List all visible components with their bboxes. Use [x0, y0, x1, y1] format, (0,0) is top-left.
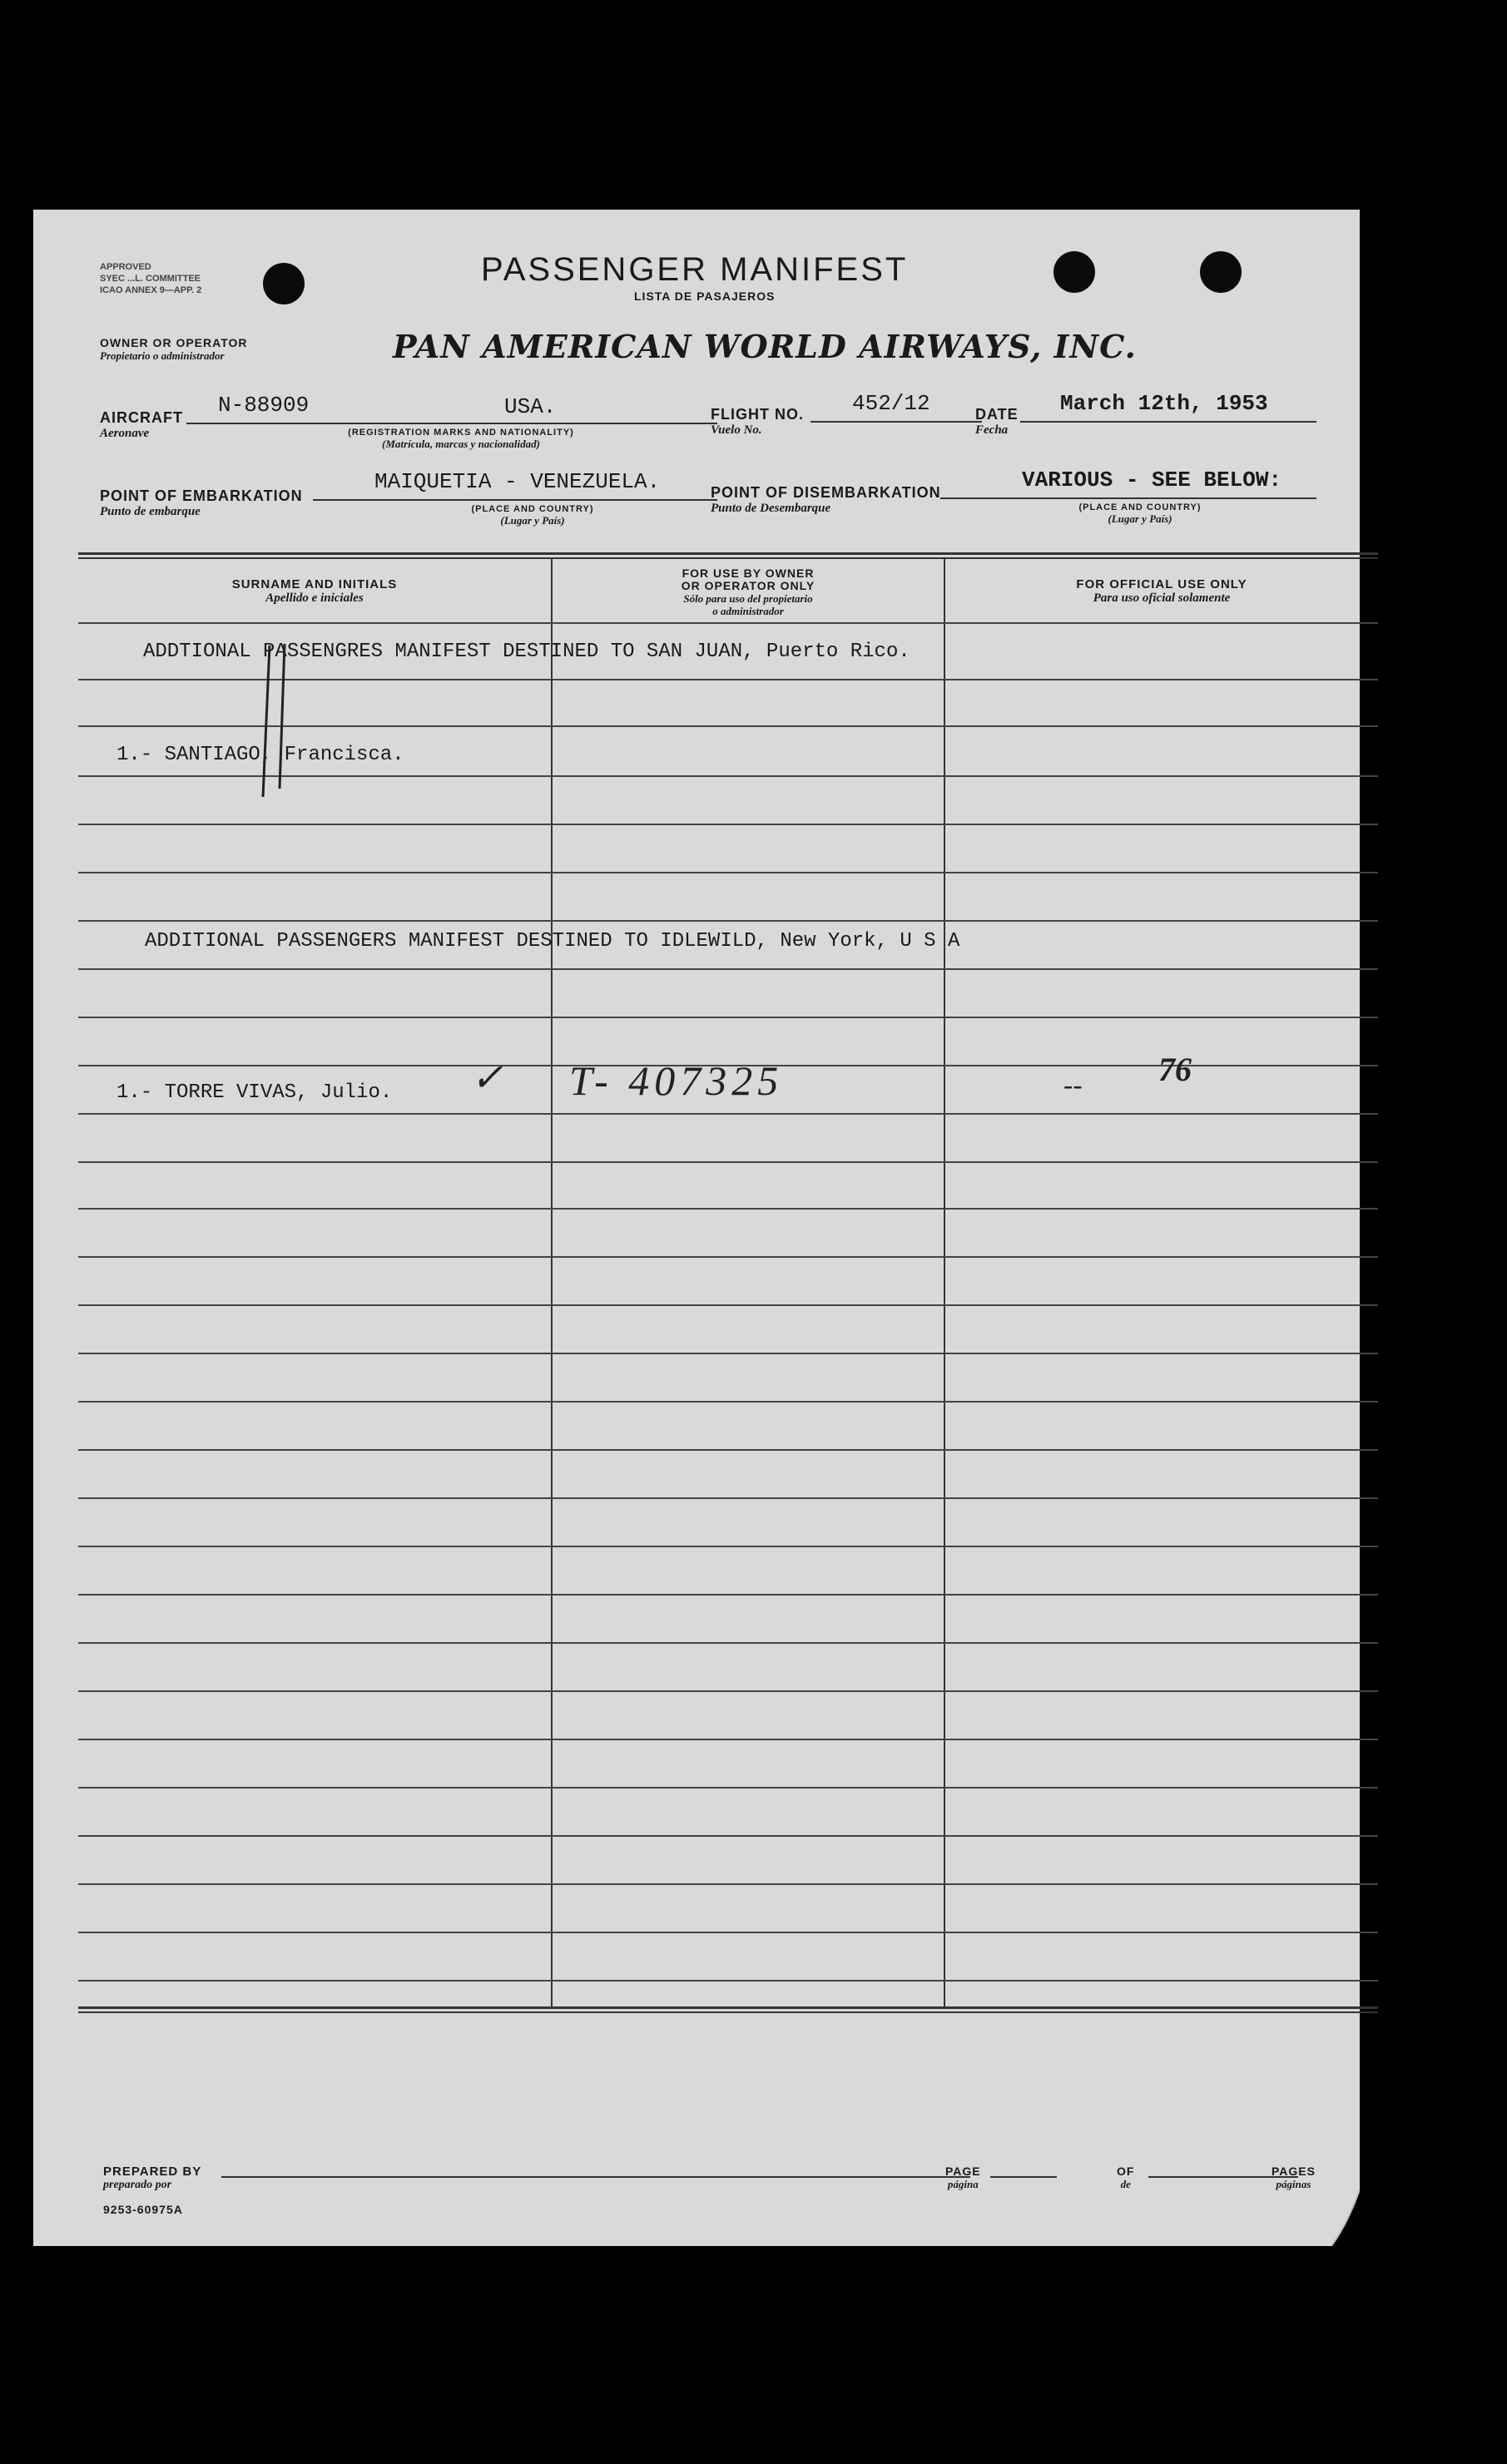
table-bottom-rule — [78, 2006, 1378, 2009]
table-row-line — [78, 1353, 1378, 1354]
col2-header-es-1: Sólo para uso del propietario — [683, 592, 813, 605]
header-bottom-rule — [78, 622, 1378, 624]
form-title: PASSENGER MANIFEST — [481, 251, 909, 288]
embark-label-block — [100, 487, 303, 519]
col2-header-en-2: OR OPERATOR ONLY — [681, 579, 815, 592]
table-row-line — [78, 1546, 1378, 1547]
prepared-label-es: preparado por — [103, 2179, 172, 2191]
passenger-santiago: 1.- SANTIAGO, Francisca. — [116, 744, 404, 766]
col3-header-en: FOR OFFICIAL USE ONLY — [1076, 577, 1247, 591]
col2-header-es-2: o administrador — [712, 605, 784, 617]
official-dash: -- — [1063, 1070, 1083, 1101]
embark-line — [313, 499, 717, 501]
of-label-block — [1117, 2165, 1134, 2191]
disembark-caption-en: (PLACE AND COUNTRY) — [1078, 502, 1202, 512]
table-row-line — [78, 968, 1378, 970]
disembark-caption — [1040, 502, 1240, 526]
page-line — [990, 2176, 1057, 2178]
form-number: 9253-60975A — [103, 2203, 183, 2216]
official-note: 76 — [1158, 1051, 1192, 1088]
date-value: March 12th, 1953 — [1060, 391, 1268, 416]
table-row-line — [78, 1401, 1378, 1403]
approved-block — [100, 261, 201, 296]
disembark-label-block — [711, 484, 941, 516]
disembark-line — [940, 497, 1316, 499]
table-row-line — [78, 1594, 1378, 1596]
disembark-caption-es: (Lugar y País) — [1108, 512, 1172, 525]
table-row-line — [78, 1113, 1378, 1115]
prepared-label: PREPARED BY — [103, 2165, 202, 2179]
table-row-line — [78, 1449, 1378, 1451]
table-row-line — [78, 1642, 1378, 1644]
table-row-line — [78, 920, 1378, 922]
checkmark: ✓ — [471, 1056, 503, 1099]
pages-label: PAGES — [1272, 2165, 1316, 2178]
owner-value: PAN AMERICAN WORLD AIRWAYS, INC. — [393, 328, 1137, 365]
punch-hole-right — [1200, 251, 1242, 293]
aircraft-label-es: Aeronave — [100, 427, 150, 440]
section-san-juan: ADDTIONAL PASSENGRES MANIFEST DESTINED TO SAN JUAN, Puerto Rico. — [143, 641, 910, 663]
table-bottom-rule-2 — [78, 2011, 1378, 2013]
disembark-value: VARIOUS - SEE BELOW: — [1022, 468, 1282, 492]
table-row-line — [78, 1161, 1378, 1163]
flight-value: 452/12 — [852, 391, 930, 416]
of-label-es: de — [1120, 2178, 1131, 2190]
flight-label-block — [711, 406, 804, 438]
table-row-line — [78, 1883, 1378, 1885]
embark-label-es: Punto de embarque — [100, 505, 201, 518]
owner-note: T- 407325 — [569, 1057, 784, 1104]
page-label-es: página — [947, 2178, 979, 2190]
table-row-line — [78, 1835, 1378, 1837]
flight-label: FLIGHT NO. — [711, 406, 804, 423]
table-row-line — [78, 1980, 1378, 1982]
owner-label-block — [100, 336, 248, 363]
punch-hole-center — [1053, 251, 1095, 293]
table-top-rule — [78, 552, 1378, 555]
table-row-line — [78, 1208, 1378, 1210]
date-label: DATE — [975, 406, 1019, 423]
table-row-line — [78, 1739, 1378, 1740]
handwritten-strokes — [251, 642, 301, 800]
embark-caption-en: (PLACE AND COUNTRY) — [471, 504, 594, 514]
date-line — [1020, 421, 1316, 423]
prepared-line — [221, 2176, 970, 2178]
col1-header-en: SURNAME AND INITIALS — [231, 577, 398, 591]
col3-header-es: Para uso oficial solamente — [1093, 591, 1231, 605]
nationality-value: USA. — [504, 394, 557, 419]
registration-caption-en: (REGISTRATION MARKS AND NATIONALITY) — [348, 428, 574, 438]
table-row-line — [78, 1017, 1378, 1018]
table-row-line — [78, 872, 1378, 873]
approved-line-3: ICAO ANNEX 9—APP. 2 — [100, 285, 202, 295]
aircraft-value: N-88909 — [218, 393, 310, 418]
pages-label-es: páginas — [1276, 2178, 1311, 2190]
col3-header — [945, 577, 1378, 606]
prepared-by-block — [103, 2165, 201, 2192]
manifest-form — [33, 210, 1360, 2246]
disembark-label-es: Punto de Desembarque — [711, 502, 831, 515]
approved-line-2: SYEC ...L. COMMITTEE — [100, 274, 201, 284]
embark-value: MAIQUETIA - VENEZUELA. — [374, 469, 661, 494]
owner-label: OWNER OR OPERATOR — [100, 336, 248, 349]
col1-header-es: Apellido e iniciales — [265, 591, 364, 605]
table-row-line — [78, 1497, 1378, 1499]
date-label-es: Fecha — [975, 423, 1009, 437]
aircraft-label-block — [100, 409, 183, 441]
col2-header-en-1: FOR USE BY OWNER — [682, 567, 815, 580]
table-row-line — [78, 1690, 1378, 1692]
aircraft-label: AIRCRAFT — [100, 409, 183, 426]
embark-caption-es: (Lugar y País) — [500, 514, 565, 527]
owner-label-es: Propietario o administrador — [100, 349, 225, 362]
punch-hole-left — [263, 263, 305, 304]
flight-line — [811, 421, 982, 423]
section-idlewild: ADDITIONAL PASSENGERS MANIFEST DESTINED TO IDLEWILD, New York, U S A — [145, 930, 960, 952]
col1-header — [78, 577, 551, 606]
disembark-label: POINT OF DISEMBARKATION — [711, 484, 941, 501]
embark-label: POINT OF EMBARKATION — [100, 487, 303, 504]
page-label-block — [945, 2165, 981, 2191]
page-curl-corner — [1331, 2189, 1360, 2246]
table-row-line — [78, 1932, 1378, 1933]
aircraft-line — [186, 423, 717, 424]
registration-caption-es: (Matrícula, marcas y nacionalidad) — [382, 438, 540, 450]
form-subtitle: LISTA DE PASAJEROS — [634, 289, 776, 303]
date-label-block — [975, 406, 1019, 438]
approved-line-1: APPROVED — [100, 262, 151, 272]
passenger-torre-vivas: 1.- TORRE VIVAS, Julio. — [116, 1081, 393, 1104]
pages-label-block — [1272, 2165, 1316, 2191]
table-top-rule-2 — [78, 557, 1378, 559]
col2-header — [553, 567, 944, 617]
page-label: PAGE — [945, 2165, 981, 2178]
embark-caption — [433, 504, 632, 527]
flight-label-es: Vuelo No. — [711, 423, 762, 437]
of-label: OF — [1117, 2165, 1135, 2178]
table-row-line — [78, 1256, 1378, 1258]
table-row-line — [78, 1304, 1378, 1306]
registration-caption — [311, 428, 611, 451]
table-row-line — [78, 1787, 1378, 1789]
table-row-line — [78, 824, 1378, 825]
